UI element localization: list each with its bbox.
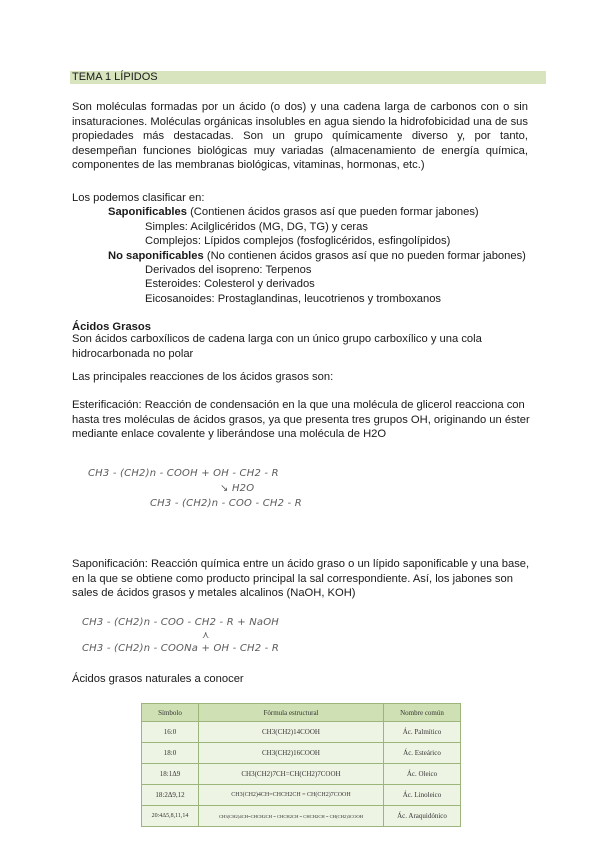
header-cell: Nombre común — [384, 704, 461, 722]
list-item: Simples: Acilglicéridos (MG, DG, TG) y ceras — [145, 221, 368, 233]
no-saponificables-note: (No contienen ácidos grasos así que no pueden formar jabones) — [203, 250, 526, 262]
table-cell: Ác. Oleico — [384, 764, 461, 785]
table-row — [142, 764, 461, 785]
table-cell: 16:0 — [142, 722, 199, 743]
table-row — [142, 722, 461, 743]
list-item: Derivados del isopreno: Terpenos — [145, 264, 312, 276]
saponificacion-paragraph: Saponificación: Reacción química entre un ácido graso o un lípido saponificable y una base, en la que se obtiene como producto principal la sal correspondiente. Así, los jabones son sales de ácidos grasos y metales alcalinos (NaOH, KOH) — [72, 558, 530, 600]
classification-lead: Los podemos clasificar en: — [72, 192, 205, 204]
list-item: Complejos: Lípidos complejos (fosfoglicéridos, esfingolípidos) — [145, 235, 451, 247]
no-saponificables-line — [108, 249, 526, 263]
table-cell: 18:1Δ9 — [142, 764, 199, 785]
table-cell: CH3(CH2)14COOH — [199, 722, 384, 743]
table-header-row — [142, 704, 461, 722]
sapon-handwriting-line1: CH3 - (CH2)n - COO - CH2 - R + NaOH — [82, 617, 280, 628]
table-cell: CH3(CH2)16COOH — [199, 743, 384, 764]
table-cell: CH3(CH2)4CH=CHCH2CH = CH(CH2)7COOH — [199, 785, 384, 806]
table-cell: Ác. Araquidónico — [384, 806, 461, 827]
naturales-lead: Ácidos grasos naturales a conocer — [72, 673, 244, 685]
acidos-definition: Son ácidos carboxílicos de cadena larga con un único grupo carboxílico y una cola hidrocarbonada no polar — [72, 333, 482, 360]
header-cell: Símbolo — [142, 704, 199, 722]
ester-handwriting-arrow: ↘ H2O — [220, 483, 255, 494]
list-item: Esteroides: Colesterol y derivados — [145, 278, 315, 290]
table-cell: 20:4Δ5,8,11,14 — [142, 806, 199, 827]
sapon-handwriting-line2: CH3 - (CH2)n - COONa + OH - CH2 - R — [82, 643, 280, 654]
saponificables-line — [108, 205, 479, 219]
table-cell: 18:0 — [142, 743, 199, 764]
acidos-heading: Ácidos Grasos — [72, 321, 151, 333]
list-item: Eicosanoides: Prostaglandinas, leucotrienos y tromboxanos — [145, 293, 442, 305]
table-row — [142, 785, 461, 806]
table-cell: Ác. Esteárico — [384, 743, 461, 764]
saponificables-note: (Contienen ácidos grasos así que pueden formar jabones) — [186, 206, 479, 218]
table-cell: Ác. Linoleico — [384, 785, 461, 806]
no-saponificables-term: No saponificables — [108, 250, 204, 262]
intro-paragraph: Son moléculas formadas por un ácido (o dos) y una cadena larga de carbonos con o sin insaturaciones. Moléculas orgánicas insolubles en agua siendo la hidrofobicidad una de sus propiedades más destacadas. Son un grupo químicamente diverso y, por tanto, desempeñan funciones biológicas muy variadas (almacenamiento de energía química, componentes de las membranas biológicas, vitaminas, hormonas, etc.) — [72, 101, 528, 172]
ester-handwriting-line2: CH3 - (CH2)n - COO - CH2 - R — [150, 498, 302, 509]
section-title: TEMA 1 LÍPIDOS — [70, 71, 546, 84]
table-cell: 18:2Δ9,12 — [142, 785, 199, 806]
header-cell: Fórmula estructural — [199, 704, 384, 722]
sapon-handwriting-arrow: ⋏ — [202, 630, 210, 641]
table-row — [142, 743, 461, 764]
fatty-acids-table — [141, 703, 461, 827]
table-row — [142, 806, 461, 827]
saponificables-term: Saponificables — [108, 206, 187, 218]
table-cell: CH3(CH2)7CH=CH(CH2)7COOH — [199, 764, 384, 785]
esterificacion-paragraph: Esterificación: Reacción de condensación en la que una molécula de glicerol reacciona con hasta tres moléculas de ácidos grasos, ya que presenta tres grupos OH, originando un éster mediante enlace covalente y liberándose una molécula de H2O — [72, 399, 530, 441]
table-cell: CH3(CH2)4CH=CHCH2CH = CHCH2CH = CHCH2CH = CH(CH2)3COOH — [199, 806, 384, 827]
ester-handwriting-line1: CH3 - (CH2)n - COOH + OH - CH2 - R — [88, 468, 279, 479]
reactions-lead: Las principales reacciones de los ácidos grasos son: — [72, 371, 334, 383]
table-cell: Ác. Palmítico — [384, 722, 461, 743]
